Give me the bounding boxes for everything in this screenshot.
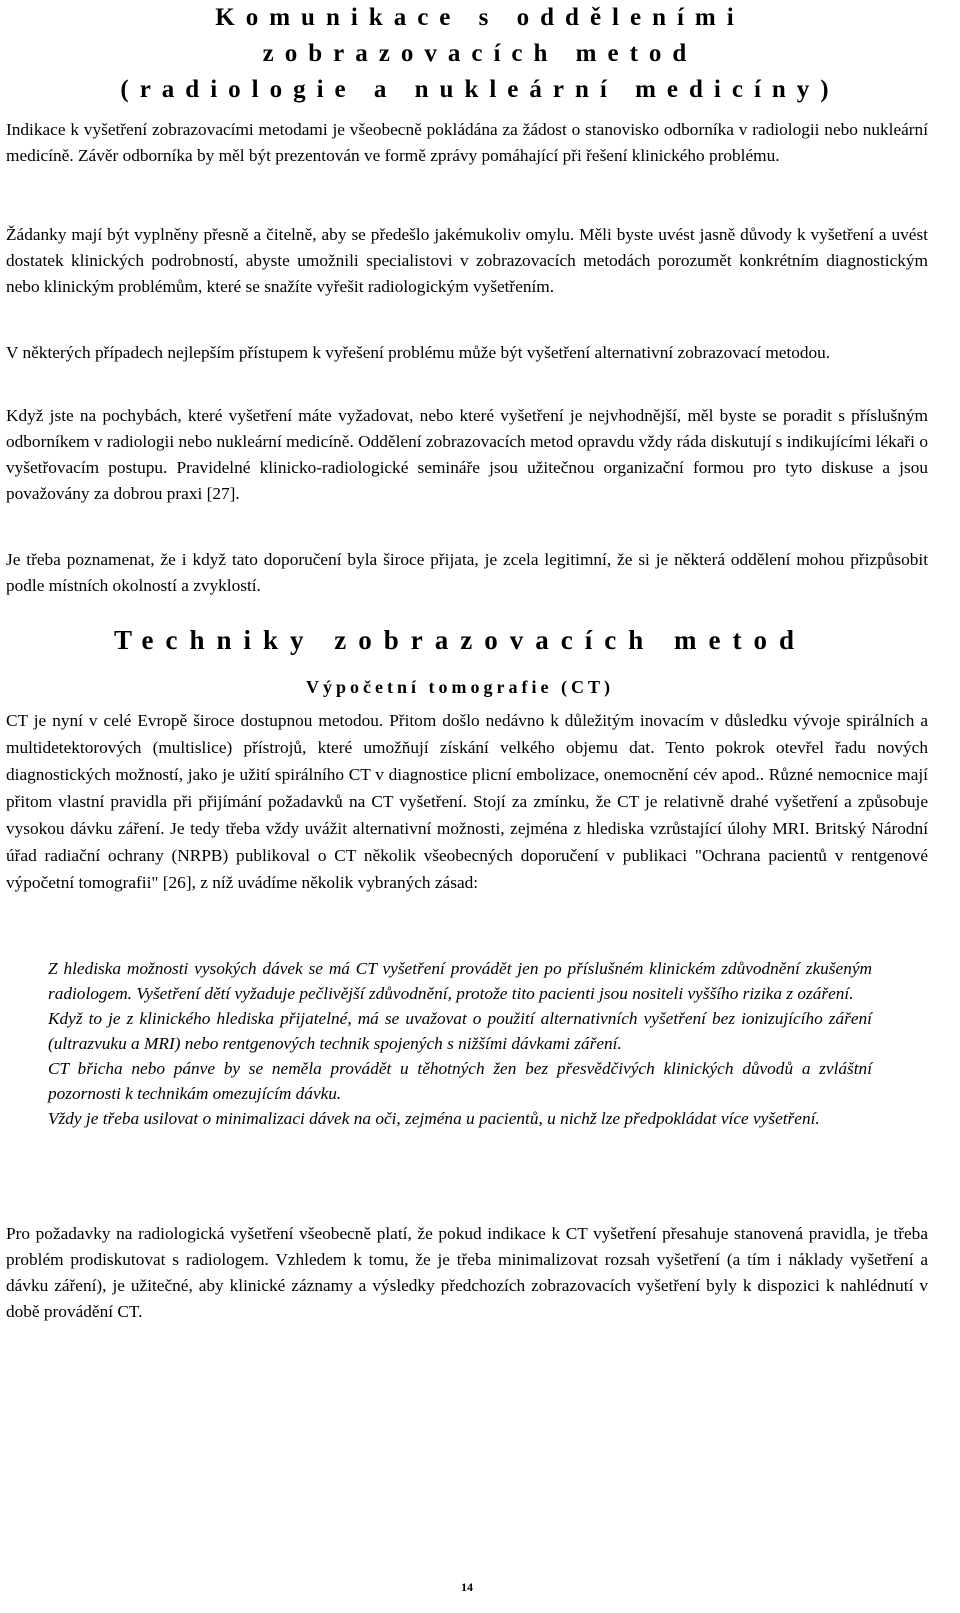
intro-paragraph-4: Když jste na pochybách, které vyšetření máte vyžadovat, nebo které vyšetření je nejvhodnější, měl byste se poradit s příslušným odborníkem v radiologii nebo nukleární medicíně. Oddělení zobrazovacích metod opravdu vždy ráda diskutují s indikujícími lékaři o vyšetřovacím postupu. Pravidelné klinicko-radiologické semináře jsou užitečnou organizační formou pro tyto diskuse a jsou považovány za dobrou praxi [27]. — [6, 406, 928, 503]
ct-principle-item: Vždy je třeba usilovat o minimalizaci dávek na oči, zejména u pacientů, u nichž lze předpokládat více vyšetření. — [48, 1109, 820, 1128]
intro-paragraph-1: Indikace k vyšetření zobrazovacími metodami je všeobecně pokládána za žádost o stanovisko odborníka v radiologii nebo nukleární medicíně. Závěr odborníka by měl být prezentován ve formě zprávy pomáhající při řešení klinického problému. — [6, 120, 928, 165]
intro-paragraph-3: V některých případech nejlepším přístupem k vyřešení problému může být vyšetření alternativní zobrazovací metodou. — [6, 343, 831, 362]
intro-paragraph-2: Žádanky mají být vyplněny přesně a čitelně, aby se předešlo jakémukoliv omylu. Měli byste uvést jasně důvody k vyšetření a uvést dostatek klinických podrobností, abyste umožnili specialistovi v zobrazovacích metodách porozumět konkrétním diagnostickým nebo klinickým problémům, které se snažíte vyřešit radiologickým vyšetřením. — [6, 225, 928, 296]
ct-paragraph-1: CT je nyní v celé Evropě široce dostupnou metodou. Přitom došlo nedávno k důležitým inovacím v důsledku vývoje spirálních a multidetektorových (multislice) přístrojů, které umožňují získání velkého objemu dat. Tento pokrok otevřel řadu nových diagnostických možností, jako je užití spirálního CT v diagnostice plicní embolizace, onemocnění cév apod.. Různé nemocnice mají přitom vlastní pravidla při přijímání požadavků na CT vyšetření. Stojí za zmínku, že CT je relativně drahé vyšetření a způsobuje vysokou dávku záření. Je tedy třeba vždy uvážit alternativní možnosti, zejména z hlediska vzrůstající úlohy MRI. Britský Národní úřad radiační ochrany (NRPB) publikoval o CT několik všeobecných doporučení v publikaci "Ochrana pacientů v rentgenové výpočetní tomografii" [26], z níž uvádíme několik vybraných zásad: — [6, 711, 928, 892]
title-line-2: zobrazovacích metod — [262, 40, 698, 67]
page-number: 14 — [461, 1580, 473, 1594]
title-line-1: Komunikace s odděleními — [215, 4, 745, 31]
intro-paragraph-5: Je třeba poznamenat, že i když tato doporučení byla široce přijata, je zcela legitimní, že si je některá oddělení mohou přizpůsobit podle místních okolností a zvyklostí. — [6, 550, 928, 595]
ct-principles-list — [48, 956, 872, 1131]
ct-paragraph-2: Pro požadavky na radiologická vyšetření všeobecně platí, že pokud indikace k CT vyšetření přesahuje stanovená pravidla, je třeba problém prodiskutovat s radiologem. Vzhledem k tomu, že je třeba minimalizovat rozsah vyšetření (a tím i náklady vyšetření a dávku záření), je užitečné, aby klinické záznamy a výsledky předchozích zobrazovacích vyšetření byly k dispozici k nahlédnutí v době provádění CT. — [6, 1224, 928, 1321]
ct-principle-item: Z hlediska možnosti vysokých dávek se má CT vyšetření provádět jen po příslušném klinickém zdůvodnění zkušeným radiologem. Vyšetření dětí vyžaduje pečlivější zdůvodnění, protože tito pacienti jsou nositeli vyššího rizika z ozáření. — [48, 959, 872, 1003]
section-heading: Techniky zobrazovacích metod — [114, 625, 806, 655]
subsection-heading: Výpočetní tomografie (CT) — [306, 677, 614, 697]
ct-principle-item: Když to je z klinického hlediska přijatelné, má se uvažovat o použití alternativních vyšetření bez ionizujícího záření (ultrazvuku a MRI) nebo rentgenových technik spojených s nižšími dávkami záření. — [48, 1009, 872, 1053]
page-title — [0, 0, 960, 108]
ct-principle-item: CT břicha nebo pánve by se neměla provádět u těhotných žen bez přesvědčivých klinických důvodů a zvláštní pozornosti k technikám omezujícím dávku. — [48, 1059, 872, 1103]
title-line-3: (radiologie a nukleární medicíny) — [120, 76, 840, 103]
